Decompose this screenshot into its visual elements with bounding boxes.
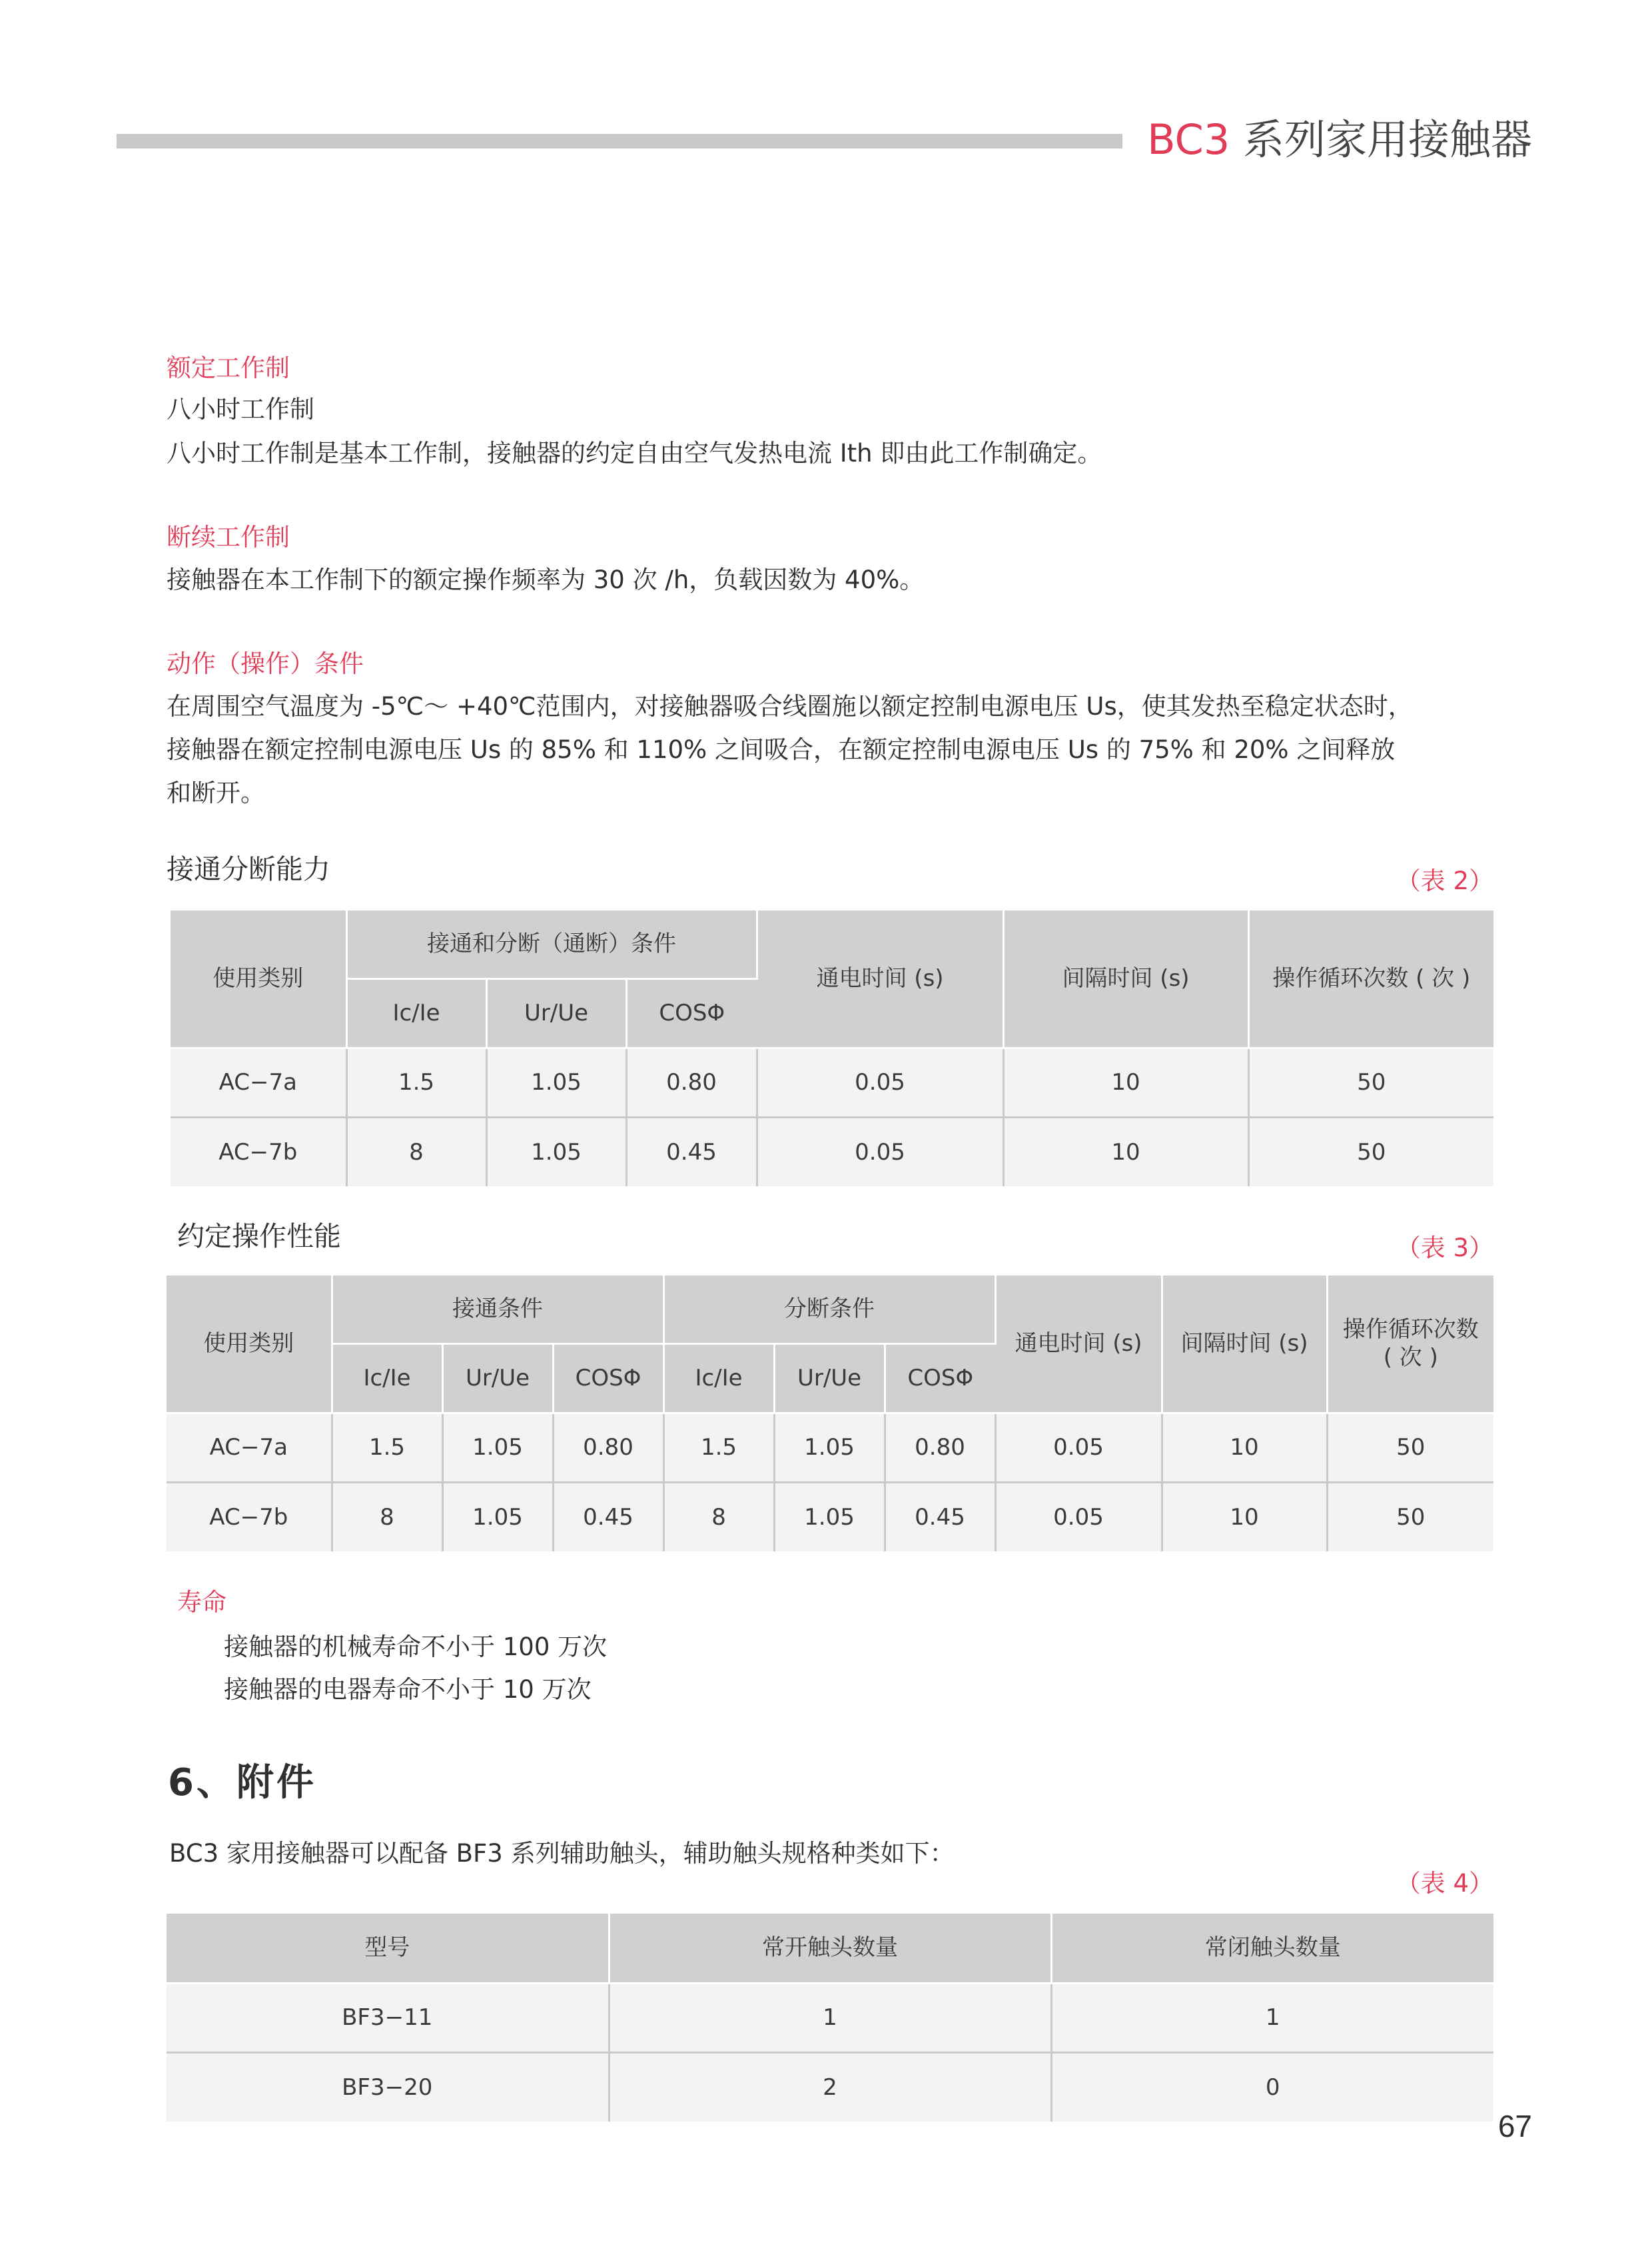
table-row bbox=[171, 1048, 1493, 1117]
table-cell: 1.05 bbox=[442, 1482, 553, 1551]
table-cell: 2 bbox=[609, 2052, 1051, 2121]
table-cell: 1.05 bbox=[486, 1117, 626, 1186]
body-line: 八小时工作制是基本工作制，接触器的约定自由空气发热电流 Ith 即由此工作制确定。 bbox=[167, 439, 1102, 468]
table3-heading: 约定操作性能 bbox=[177, 1220, 341, 1252]
table-cell: 0.05 bbox=[757, 1048, 1003, 1117]
table2-header-category: 使用类别 bbox=[171, 911, 346, 1048]
table-cell: 1.05 bbox=[774, 1482, 885, 1551]
table-row bbox=[167, 1413, 1493, 1482]
section-title-operating-conditions: 动作（操作）条件 bbox=[167, 649, 364, 678]
body-line: 接触器的电器寿命不小于 10 万次 bbox=[224, 1675, 592, 1704]
table2-header-ur: Ur/Ue bbox=[486, 978, 626, 1048]
table-cell: 1.5 bbox=[663, 1413, 774, 1482]
table4-header-model: 型号 bbox=[167, 1914, 609, 1983]
table3 bbox=[167, 1276, 1493, 1551]
table3-header-make-ic: Ic/Ie bbox=[332, 1343, 442, 1413]
table-cell: AC−7b bbox=[167, 1482, 332, 1551]
table3-header-category: 使用类别 bbox=[167, 1276, 332, 1413]
header-title bbox=[1147, 107, 1532, 166]
table-row bbox=[167, 2052, 1493, 2121]
table-cell: 0.05 bbox=[757, 1117, 1003, 1186]
table-cell: 0.45 bbox=[553, 1482, 663, 1551]
table3-header-break-ur: Ur/Ue bbox=[774, 1343, 885, 1413]
table3-header-interval: 间隔时间 (s) bbox=[1162, 1276, 1327, 1413]
header-brand: BC3 bbox=[1147, 115, 1230, 164]
table3-header-make-ur: Ur/Ue bbox=[442, 1343, 553, 1413]
table4-header-nc: 常闭触头数量 bbox=[1051, 1914, 1493, 1983]
table-row bbox=[167, 1983, 1493, 2052]
table-cell: 0 bbox=[1051, 2052, 1493, 2121]
table-cell: 0.80 bbox=[553, 1413, 663, 1482]
table2-header-on-time: 通电时间 (s) bbox=[757, 911, 1003, 1048]
table2-header-group: 接通和分断（通断）条件 bbox=[346, 911, 757, 978]
table2-header-cycles: 操作循环次数 ( 次 ) bbox=[1248, 911, 1493, 1048]
table2-ref: （表 2） bbox=[1396, 867, 1493, 895]
table-cell: 0.05 bbox=[995, 1413, 1162, 1482]
table-cell: 1.05 bbox=[486, 1048, 626, 1117]
table-cell: AC−7a bbox=[167, 1413, 332, 1482]
table-cell: 10 bbox=[1003, 1117, 1248, 1186]
table3-header-on-time: 通电时间 (s) bbox=[995, 1276, 1162, 1413]
section-title-life: 寿命 bbox=[177, 1588, 226, 1617]
table-cell: 10 bbox=[1003, 1048, 1248, 1117]
table-cell: 1.5 bbox=[332, 1413, 442, 1482]
table-cell: 0.45 bbox=[885, 1482, 995, 1551]
table4 bbox=[167, 1914, 1493, 2121]
table-cell: 8 bbox=[663, 1482, 774, 1551]
section-title-rated-duty: 额定工作制 bbox=[167, 354, 290, 382]
body-line: 和断开。 bbox=[167, 779, 265, 807]
table-cell: 1.5 bbox=[346, 1048, 486, 1117]
table-cell: AC−7a bbox=[171, 1048, 346, 1117]
table2-header-cos: COSΦ bbox=[626, 978, 757, 1048]
section-title-intermittent-duty: 断续工作制 bbox=[167, 523, 290, 552]
table-cell: BF3−20 bbox=[167, 2052, 609, 2121]
table-cell: 50 bbox=[1327, 1413, 1493, 1482]
table-row bbox=[171, 1117, 1493, 1186]
body-line: 八小时工作制 bbox=[167, 395, 314, 424]
table-cell: 50 bbox=[1248, 1117, 1493, 1186]
body-line: 接触器在额定控制电源电压 Us 的 85% 和 110% 之间吸合，在额定控制电源电压 Us 的 75% 和 20% 之间释放 bbox=[167, 735, 1396, 764]
accessories-intro: BC3 家用接触器可以配备 BF3 系列辅助触头，辅助触头规格种类如下： bbox=[169, 1839, 955, 1868]
table2 bbox=[171, 911, 1493, 1186]
table2-header-ic: Ic/Ie bbox=[346, 978, 486, 1048]
table3-header-make: 接通条件 bbox=[332, 1276, 663, 1343]
table-cell: AC−7b bbox=[171, 1117, 346, 1186]
table-cell: 8 bbox=[332, 1482, 442, 1551]
table3-header-break-ic: Ic/Ie bbox=[663, 1343, 774, 1413]
table-cell: 50 bbox=[1327, 1482, 1493, 1551]
body-line: 接触器的机械寿命不小于 100 万次 bbox=[224, 1633, 608, 1661]
table-cell: 0.45 bbox=[626, 1117, 757, 1186]
table-cell: BF3−11 bbox=[167, 1983, 609, 2052]
body-line: 接触器在本工作制下的额定操作频率为 30 次 /h，负载因数为 40%。 bbox=[167, 565, 925, 594]
table-cell: 0.05 bbox=[995, 1482, 1162, 1551]
table-cell: 1 bbox=[1051, 1983, 1493, 2052]
table3-ref: （表 3） bbox=[1396, 1234, 1493, 1262]
table-cell: 0.80 bbox=[885, 1413, 995, 1482]
table-row bbox=[167, 1482, 1493, 1551]
body-line: 在周围空气温度为 -5℃～ +40℃范围内，对接触器吸合线圈施以额定控制电源电压 Us，使其发热至稳定状态时， bbox=[167, 692, 1413, 721]
table-cell: 8 bbox=[346, 1117, 486, 1186]
table2-header-interval: 间隔时间 (s) bbox=[1003, 911, 1248, 1048]
table2-heading: 接通分断能力 bbox=[167, 853, 330, 885]
page-number: 67 bbox=[1497, 2109, 1532, 2143]
table4-header-no: 常开触头数量 bbox=[609, 1914, 1051, 1983]
header-rule bbox=[117, 134, 1122, 149]
table-cell: 10 bbox=[1162, 1413, 1327, 1482]
table-cell: 50 bbox=[1248, 1048, 1493, 1117]
accessories-heading: 6、附件 bbox=[168, 1761, 316, 1804]
table-cell: 0.80 bbox=[626, 1048, 757, 1117]
table-cell: 1 bbox=[609, 1983, 1051, 2052]
table3-header-break: 分断条件 bbox=[663, 1276, 995, 1343]
table-cell: 10 bbox=[1162, 1482, 1327, 1551]
table4-ref: （表 4） bbox=[1396, 1869, 1493, 1898]
table3-header-break-cos: COSΦ bbox=[885, 1343, 995, 1413]
header-title-text: 系列家用接触器 bbox=[1242, 115, 1532, 164]
table-cell: 1.05 bbox=[774, 1413, 885, 1482]
table3-header-make-cos: COSΦ bbox=[553, 1343, 663, 1413]
table-cell: 1.05 bbox=[442, 1413, 553, 1482]
table3-header-cycles: 操作循环次数 ( 次 ) bbox=[1327, 1276, 1493, 1413]
